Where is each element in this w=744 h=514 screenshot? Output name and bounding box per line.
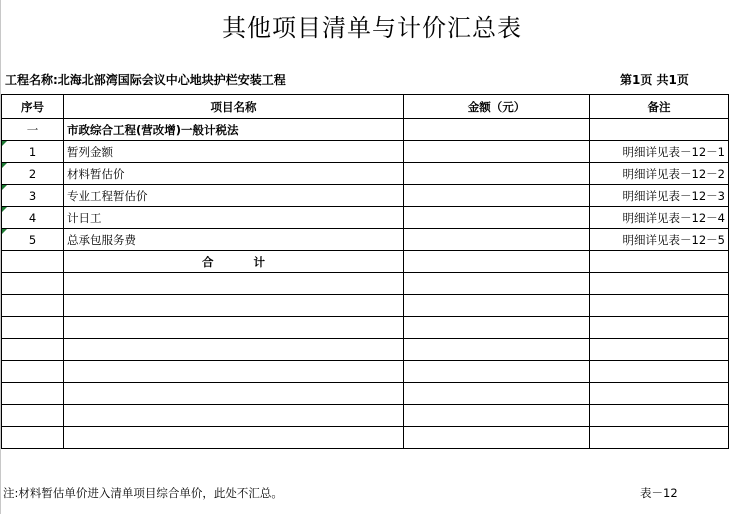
empty-cell[interactable] <box>404 339 590 361</box>
empty-cell[interactable] <box>2 339 64 361</box>
table-row <box>2 163 729 185</box>
cell-name[interactable]: 暂列金额 <box>64 141 404 163</box>
empty-row <box>2 273 729 295</box>
empty-cell[interactable] <box>404 405 590 427</box>
cell-amount[interactable] <box>404 229 590 251</box>
project-name: 工程名称:北海北部湾国际会议中心地块护栏安装工程 <box>5 73 286 87</box>
total-label-text: 合 计 <box>201 254 266 269</box>
empty-cell[interactable] <box>64 427 404 449</box>
cell-marker-icon <box>2 207 7 212</box>
empty-cell[interactable] <box>2 317 64 339</box>
page-info: 第1页 共1页 <box>620 73 689 87</box>
empty-row <box>2 317 729 339</box>
header-amount[interactable]: 金额（元） <box>404 95 590 119</box>
empty-cell[interactable] <box>64 295 404 317</box>
cell-note[interactable]: 明细详见表－12－1 <box>590 141 729 163</box>
empty-cell[interactable] <box>590 361 729 383</box>
cell-no-value: 2 <box>28 166 37 181</box>
empty-cell[interactable] <box>404 427 590 449</box>
empty-cell[interactable] <box>590 339 729 361</box>
cell-no[interactable] <box>2 185 64 207</box>
header-note[interactable]: 备注 <box>590 95 729 119</box>
cell-amount[interactable] <box>404 185 590 207</box>
table-row <box>2 185 729 207</box>
empty-row <box>2 427 729 449</box>
empty-row <box>2 383 729 405</box>
empty-cell[interactable] <box>64 383 404 405</box>
cell-no[interactable] <box>2 251 64 273</box>
summary-table <box>1 94 729 449</box>
empty-cell[interactable] <box>64 273 404 295</box>
cell-amount[interactable] <box>404 207 590 229</box>
cell-note[interactable]: 明细详见表－12－3 <box>590 185 729 207</box>
cell-name[interactable]: 专业工程暂估价 <box>64 185 404 207</box>
table-row <box>2 207 729 229</box>
empty-cell[interactable] <box>404 383 590 405</box>
cell-no[interactable]: 一 <box>2 119 64 141</box>
cell-marker-icon <box>2 163 7 168</box>
table-row <box>2 141 729 163</box>
empty-cell[interactable] <box>2 383 64 405</box>
empty-cell[interactable] <box>2 405 64 427</box>
empty-row <box>2 295 729 317</box>
empty-cell[interactable] <box>590 273 729 295</box>
empty-cell[interactable] <box>590 317 729 339</box>
empty-cell[interactable] <box>590 427 729 449</box>
cell-no[interactable] <box>2 163 64 185</box>
empty-row <box>2 339 729 361</box>
cell-note[interactable]: 明细详见表－12－2 <box>590 163 729 185</box>
empty-cell[interactable] <box>64 405 404 427</box>
empty-cell[interactable] <box>2 427 64 449</box>
page-title: 其他项目清单与计价汇总表 <box>222 14 522 42</box>
header-name[interactable]: 项目名称 <box>64 95 404 119</box>
empty-cell[interactable] <box>2 273 64 295</box>
cell-amount[interactable] <box>404 119 590 141</box>
empty-cell[interactable] <box>64 361 404 383</box>
cell-name[interactable]: 计日工 <box>64 207 404 229</box>
empty-cell[interactable] <box>404 361 590 383</box>
cell-amount[interactable] <box>404 163 590 185</box>
empty-cell[interactable] <box>404 295 590 317</box>
empty-cell[interactable] <box>404 317 590 339</box>
table-header-row <box>2 95 729 119</box>
cell-name[interactable]: 市政综合工程(营改增)一般计税法 <box>64 119 404 141</box>
cell-no[interactable] <box>2 207 64 229</box>
empty-cell[interactable] <box>590 405 729 427</box>
empty-row <box>2 361 729 383</box>
empty-cell[interactable] <box>64 317 404 339</box>
table-row <box>2 119 729 141</box>
cell-marker-icon <box>2 185 7 190</box>
total-row <box>2 251 729 273</box>
cell-amount[interactable] <box>404 141 590 163</box>
table-code: 表－12 <box>640 486 678 500</box>
empty-cell[interactable] <box>404 273 590 295</box>
cell-name[interactable]: 材料暂估价 <box>64 163 404 185</box>
footnote: 注:材料暂估单价进入清单项目综合单价，此处不汇总。 <box>3 486 283 500</box>
empty-cell[interactable] <box>2 361 64 383</box>
cell-note[interactable]: 明细详见表－12－4 <box>590 207 729 229</box>
empty-row <box>2 405 729 427</box>
table-row <box>2 229 729 251</box>
cell-marker-icon <box>2 141 7 146</box>
cell-note[interactable] <box>590 119 729 141</box>
header-no[interactable]: 序号 <box>2 95 64 119</box>
empty-cell[interactable] <box>64 339 404 361</box>
cell-marker-icon <box>2 229 7 234</box>
total-note[interactable] <box>590 251 729 273</box>
empty-cell[interactable] <box>590 383 729 405</box>
cell-no-value: 1 <box>28 144 37 159</box>
cell-no[interactable] <box>2 141 64 163</box>
empty-cell[interactable] <box>2 295 64 317</box>
empty-cell[interactable] <box>590 295 729 317</box>
cell-no-value: 4 <box>28 210 37 225</box>
total-amount[interactable] <box>404 251 590 273</box>
total-label[interactable] <box>64 251 404 273</box>
cell-no-value: 3 <box>28 188 37 203</box>
cell-note[interactable]: 明细详见表－12－5 <box>590 229 729 251</box>
cell-no-value: 5 <box>28 232 37 247</box>
cell-no[interactable] <box>2 229 64 251</box>
cell-name[interactable]: 总承包服务费 <box>64 229 404 251</box>
